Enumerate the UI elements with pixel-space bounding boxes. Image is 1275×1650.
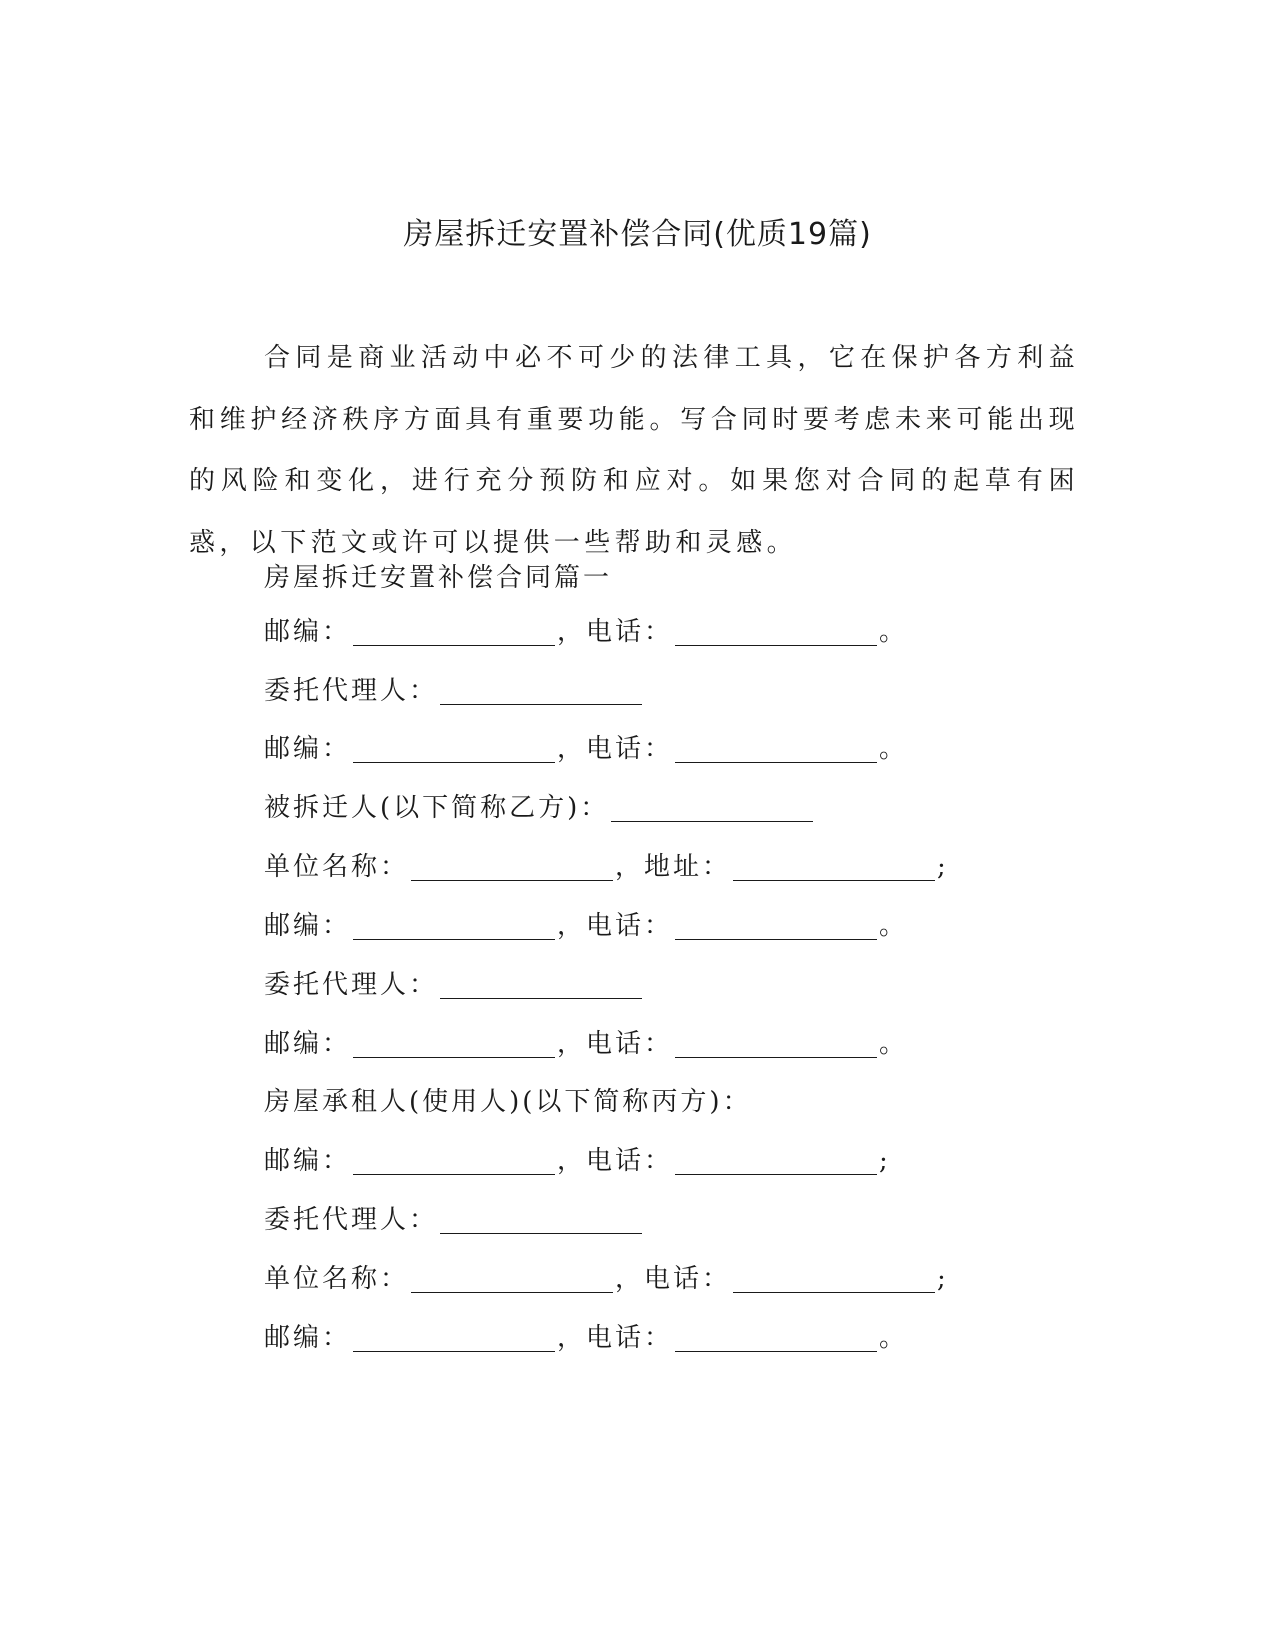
field-label: ，电话： bbox=[557, 617, 674, 647]
field-label: 委托代理人： bbox=[264, 970, 439, 1000]
field-line-2 bbox=[264, 671, 644, 711]
field-label: ，电话： bbox=[557, 1146, 674, 1176]
blank-field[interactable] bbox=[440, 674, 642, 705]
blank-field[interactable] bbox=[440, 1203, 642, 1234]
line-end-punct: 。 bbox=[879, 617, 909, 647]
blank-field[interactable] bbox=[675, 1144, 877, 1175]
field-label: 邮编： bbox=[264, 1029, 352, 1059]
field-line-5 bbox=[264, 847, 949, 887]
blank-field[interactable] bbox=[675, 1027, 877, 1058]
blank-field[interactable] bbox=[733, 850, 935, 881]
field-label: 单位名称： bbox=[264, 852, 410, 882]
blank-field[interactable] bbox=[411, 850, 613, 881]
field-line-6 bbox=[264, 906, 908, 946]
field-line-9 bbox=[264, 1082, 752, 1122]
blank-field[interactable] bbox=[733, 1262, 935, 1293]
field-label: ，地址： bbox=[615, 852, 732, 882]
blank-field[interactable] bbox=[353, 615, 555, 646]
blank-field[interactable] bbox=[675, 732, 877, 763]
blank-field[interactable] bbox=[675, 1321, 877, 1352]
blank-field[interactable] bbox=[353, 1027, 555, 1058]
blank-field[interactable] bbox=[675, 615, 877, 646]
field-label: 邮编： bbox=[264, 1146, 352, 1176]
section-heading: 房屋拆迁安置补偿合同篇一 bbox=[264, 563, 613, 593]
blank-field[interactable] bbox=[353, 1321, 555, 1352]
blank-field[interactable] bbox=[440, 968, 642, 999]
blank-field[interactable] bbox=[675, 909, 877, 940]
field-label: 被拆迁人(以下简称乙方)： bbox=[264, 793, 610, 823]
blank-field[interactable] bbox=[611, 791, 813, 822]
intro-paragraph: 合同是商业活动中必不可少的法律工具，它在保护各方利益和维护经济秩序方面具有重要功能。写合同时要考虑未来可能出现的风险和变化，进行充分预防和应对。如果您对合同的起草有困惑，以下范文或许可以提供一些帮助和灵感。 bbox=[189, 343, 1079, 558]
field-label: 邮编： bbox=[264, 734, 352, 764]
field-label: ，电话： bbox=[615, 1264, 732, 1294]
field-label: 单位名称： bbox=[264, 1264, 410, 1294]
field-label: ，电话： bbox=[557, 1029, 674, 1059]
line-end-punct: 。 bbox=[879, 1323, 909, 1353]
field-label: 房屋承租人(使用人)(以下简称丙方)： bbox=[264, 1087, 752, 1117]
blank-field[interactable] bbox=[353, 732, 555, 763]
field-line-4 bbox=[264, 788, 815, 828]
document-title: 房屋拆迁安置补偿合同(优质19篇) bbox=[403, 217, 872, 252]
blank-field[interactable] bbox=[353, 1144, 555, 1175]
line-end-punct: 。 bbox=[879, 734, 909, 764]
field-line-8 bbox=[264, 1024, 908, 1064]
field-line-10 bbox=[264, 1141, 891, 1181]
line-end-punct: 。 bbox=[879, 1029, 909, 1059]
field-label: ，电话： bbox=[557, 1323, 674, 1353]
field-line-3 bbox=[264, 729, 908, 769]
field-line-1 bbox=[264, 612, 908, 652]
line-end-punct: 。 bbox=[879, 911, 909, 941]
field-line-7 bbox=[264, 965, 644, 1005]
field-label: 委托代理人： bbox=[264, 1205, 439, 1235]
field-label: 邮编： bbox=[264, 617, 352, 647]
field-label: ，电话： bbox=[557, 911, 674, 941]
field-line-13 bbox=[264, 1318, 908, 1358]
blank-field[interactable] bbox=[411, 1262, 613, 1293]
field-label: 委托代理人： bbox=[264, 676, 439, 706]
line-end-punct: ; bbox=[937, 1264, 949, 1294]
blank-field[interactable] bbox=[353, 909, 555, 940]
line-end-punct: ; bbox=[879, 1146, 891, 1176]
field-line-12 bbox=[264, 1259, 949, 1299]
field-line-11 bbox=[264, 1200, 644, 1240]
line-end-punct: ; bbox=[937, 852, 949, 882]
field-label: 邮编： bbox=[264, 911, 352, 941]
field-label: 邮编： bbox=[264, 1323, 352, 1353]
field-label: ，电话： bbox=[557, 734, 674, 764]
